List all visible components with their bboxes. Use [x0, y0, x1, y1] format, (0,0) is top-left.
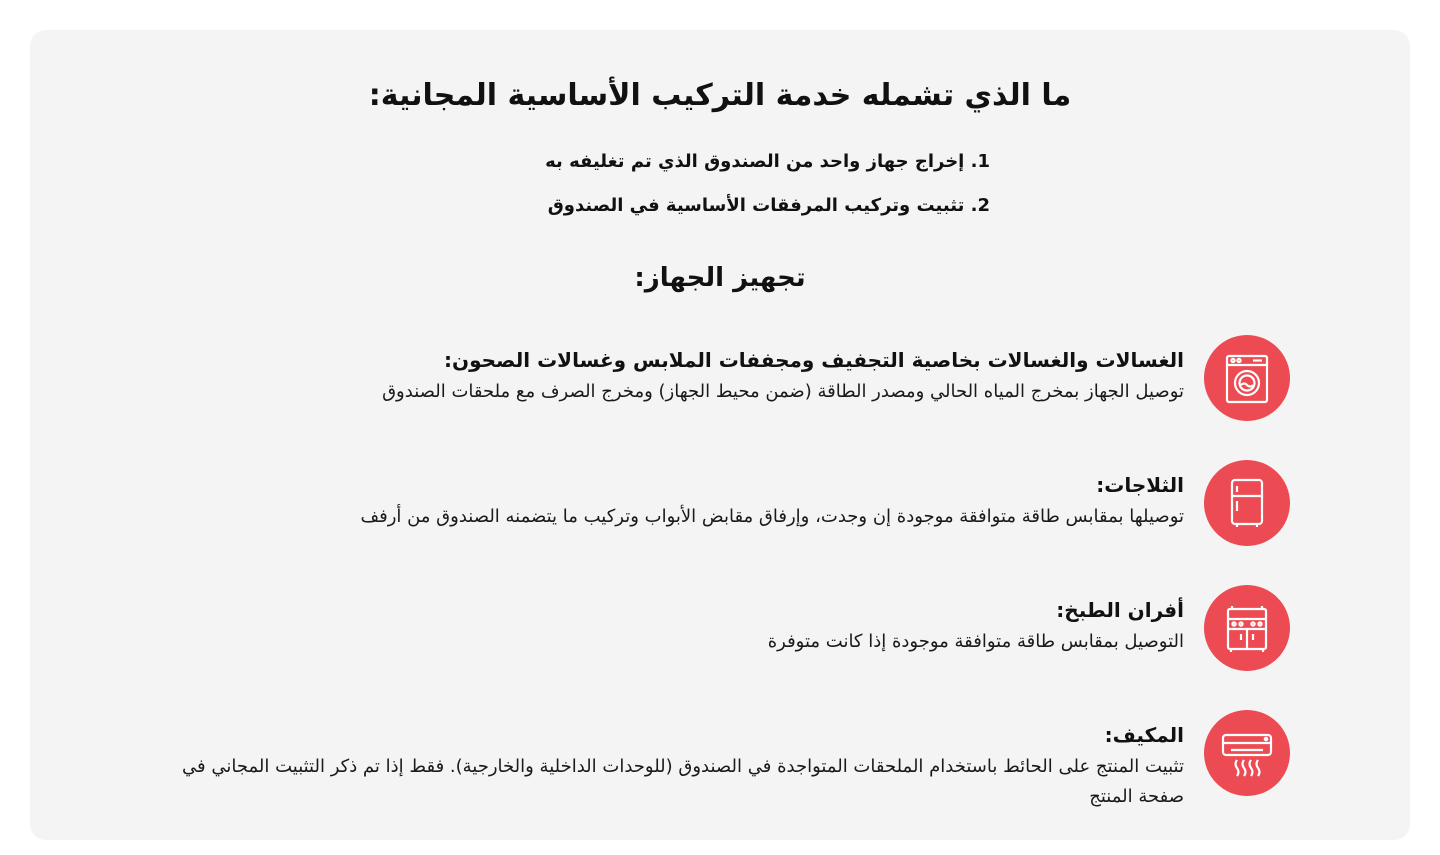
- page-title: ما الذي تشمله خدمة التركيب الأساسية المجانية:: [368, 78, 1072, 113]
- appliance-description: توصيل الجهاز بمخرج المياه الحالي ومصدر الطاقة (ضمن محيط الجهاز) ومخرج الصرف مع ملحقات الصندوق: [382, 381, 1184, 402]
- washing-machine-icon: [1204, 335, 1290, 421]
- step-item: 2. تثبيت وتركيب المرفقات الأساسية في الصندوق: [547, 195, 990, 216]
- oven-icon: [1204, 585, 1290, 671]
- steps-list: [430, 140, 990, 228]
- appliance-heading: أفران الطبخ:: [1056, 598, 1184, 622]
- step-item: 1. إخراج جهاز واحد من الصندوق الذي تم تغليفه به: [545, 151, 990, 172]
- appliance-description: التوصيل بمقابس طاقة متوافقة موجودة إذا كانت متوفرة: [767, 631, 1184, 652]
- air-conditioner-icon: [1204, 710, 1290, 796]
- appliance-heading: الغسالات والغسالات بخاصية التجفيف ومجففات الملابس وغسالات الصحون:: [444, 348, 1184, 372]
- appliance-item-air-conditioners: [150, 710, 1290, 810]
- appliance-heading: الثلاجات:: [1096, 473, 1184, 497]
- section-subtitle: تجهيز الجهاز:: [634, 263, 806, 293]
- appliance-item-refrigerators: [150, 460, 1290, 550]
- appliance-description: تثبيت المنتج على الحائط باستخدام الملحقات المتواجدة في الصندوق (للوحدات الداخلية والخارجية). فقط إذا تم ذكر التثبيت المجاني في صفحة المنتج: [182, 756, 1184, 807]
- refrigerator-icon: [1204, 460, 1290, 546]
- appliance-item-ovens: [150, 585, 1290, 675]
- appliance-heading: المكيف:: [1104, 723, 1184, 747]
- appliance-item-washers: [150, 335, 1290, 425]
- appliance-description: توصيلها بمقابس طاقة متوافقة موجودة إن وجدت، وإرفاق مقابض الأبواب وتركيب ما يتضمنه الصندوق من أرفف: [360, 506, 1184, 527]
